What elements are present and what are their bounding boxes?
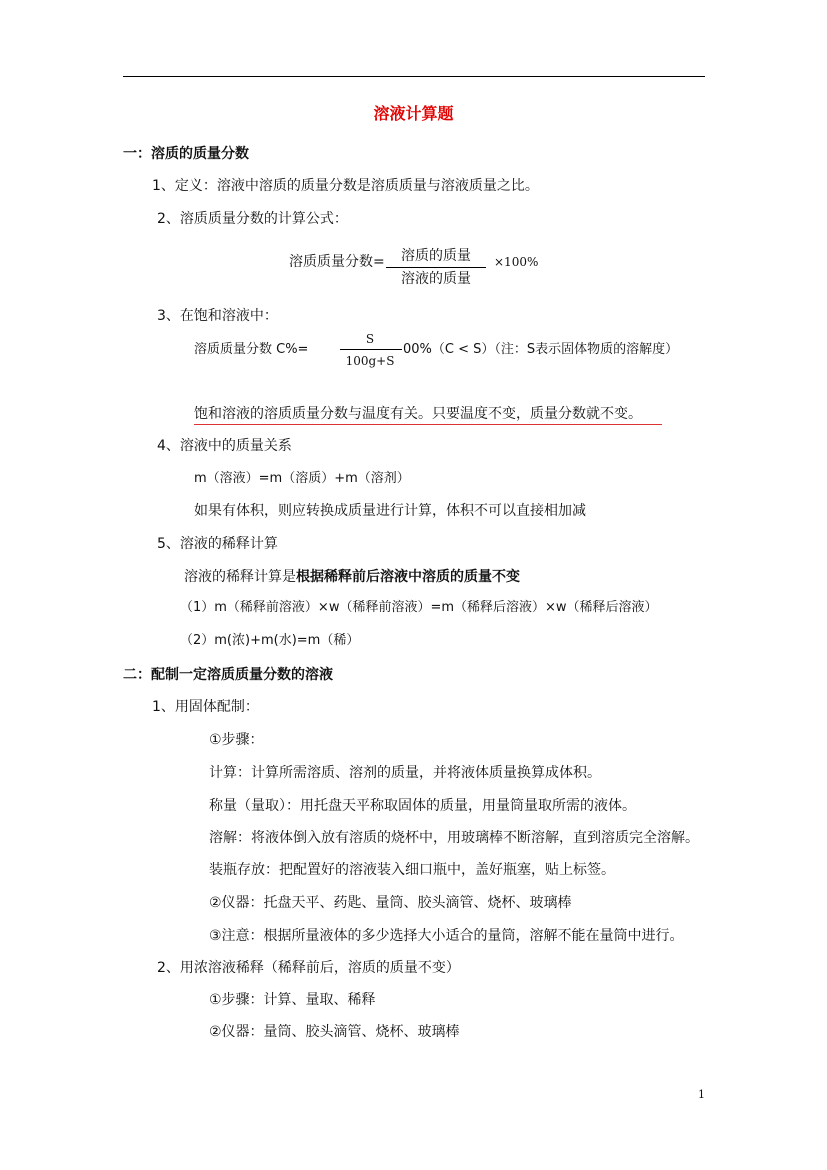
dilute-steps: ①步骤：计算、量取、稀释 <box>209 992 376 1008</box>
dilute-instruments: ②仪器：量筒、胶头滴管、烧杯、玻璃棒 <box>209 1024 460 1040</box>
dilution-formula-2: （2）m(浓)+m(水)=m（稀） <box>180 633 360 648</box>
header-rule <box>123 76 705 77</box>
step-store: 装瓶存放：把配置好的溶液装入细口瓶中，盖好瓶塞，贴上标签。 <box>209 862 615 878</box>
dilution-formula-1: （1）m（稀释前溶液）×w（稀释前溶液）=m（稀释后溶液）×w（稀释后溶液） <box>180 600 658 615</box>
formula2-denominator: 100g+S <box>345 354 395 368</box>
formula1-numerator: 溶质的质量 <box>401 248 471 264</box>
step-weigh: 称量（量取）：用托盘天平称取固体的质量，用量筒量取所需的液体。 <box>209 798 636 814</box>
temperature-note: 饱和溶液的溶质质量分数与温度有关。只要温度不变，质量分数就不变。 <box>194 406 642 422</box>
solid-preparation-heading: 1、用固体配制： <box>152 699 259 715</box>
page-number: 1 <box>698 1088 705 1101</box>
dilution-principle <box>184 567 520 587</box>
dilution-heading: 5、溶液的稀释计算 <box>157 536 278 552</box>
saturated-line: 3、在饱和溶液中： <box>157 308 278 324</box>
mass-relation-formula: m（溶液）=m（溶质）+m（溶剂） <box>194 471 410 486</box>
volume-note: 如果有体积，则应转换成质量进行计算，体积不可以直接相加减 <box>194 503 586 519</box>
dilute-preparation-heading: 2、用浓溶液稀释（稀释前后，溶质的质量不变） <box>157 960 460 976</box>
dilution-principle-lead: 溶液的稀释计算是 <box>184 569 296 585</box>
formula2-suffix: 00%（C < S）（注：S表示固体物质的溶解度） <box>403 342 679 357</box>
caution-line: ③注意：根据所量液体的多少选择大小适合的量筒，溶解不能在量筒中进行。 <box>209 928 684 944</box>
formula1-fraction-bar <box>386 267 486 268</box>
formula1-lhs: 溶质质量分数= <box>289 254 385 270</box>
formula1-denominator: 溶液的质量 <box>401 271 471 287</box>
formula2-lhs: 溶质质量分数 C%= <box>194 342 309 357</box>
note-underline <box>194 424 662 425</box>
formula2-numerator: S <box>365 332 375 346</box>
section1-heading: 一：溶质的质量分数 <box>123 146 249 162</box>
section2-heading: 二：配制一定溶质质量分数的溶液 <box>123 667 333 683</box>
steps-label: ①步骤： <box>209 732 264 748</box>
step-dissolve: 溶解：将液体倒入放有溶质的烧杯中，用玻璃棒不断溶解，直到溶质完全溶解。 <box>209 830 699 846</box>
formula1-suffix: ×100% <box>494 255 539 269</box>
definition-line: 1、定义：溶液中溶质的质量分数是溶质质量与溶液质量之比。 <box>152 178 539 194</box>
dilution-principle-bold: 根据稀释前后溶液中溶质的质量不变 <box>296 569 520 585</box>
instruments-line: ②仪器：托盘天平、药匙、量筒、胶头滴管、烧杯、玻璃棒 <box>209 895 572 911</box>
formula-intro-line: 2、溶质质量分数的计算公式： <box>157 211 348 227</box>
step-calculate: 计算：计算所需溶质、溶剂的质量，并将液体质量换算成体积。 <box>209 765 601 781</box>
mass-relation-heading: 4、溶液中的质量关系 <box>157 438 292 454</box>
formula2-fraction-bar <box>340 349 402 350</box>
page-title: 溶液计算题 <box>373 104 454 123</box>
